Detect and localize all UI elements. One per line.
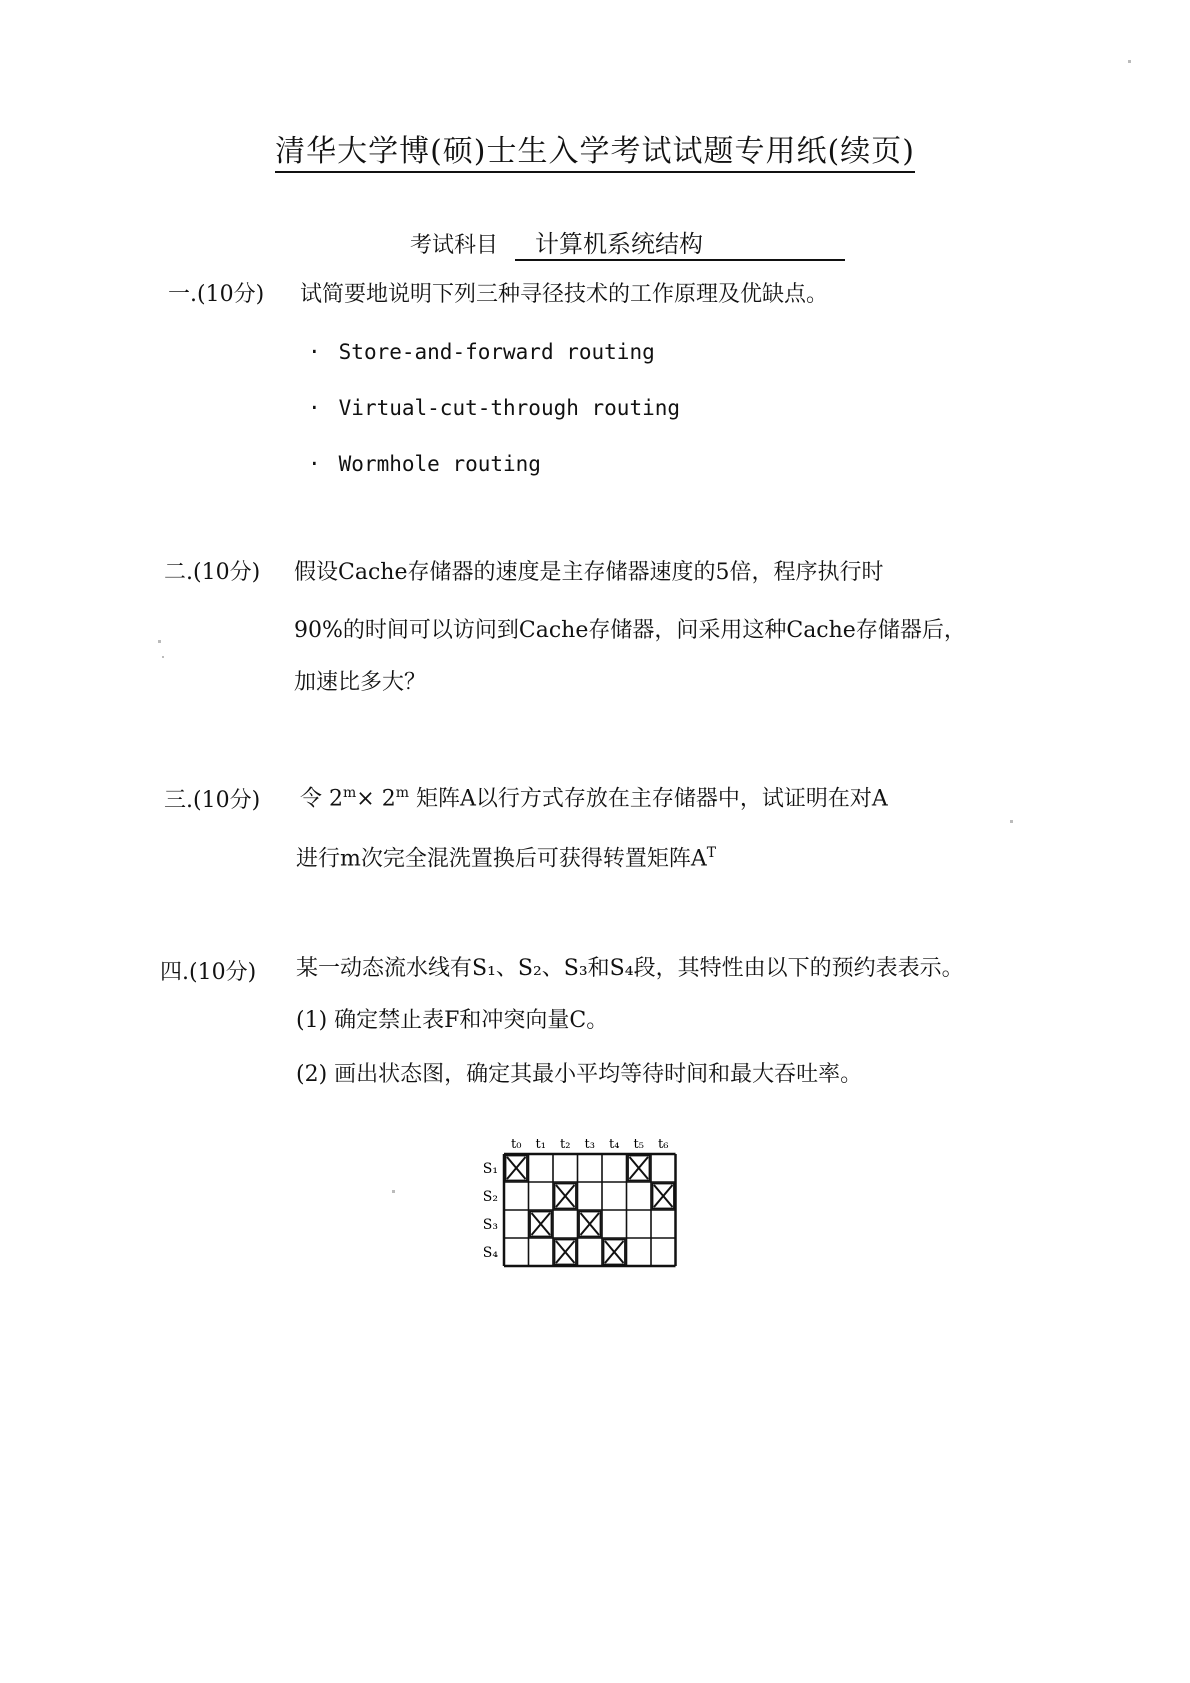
- question-4-line-3: (2) 画出状态图，确定其最小平均等待时间和最大吞吐率。: [296, 1062, 863, 1087]
- scan-speck: [158, 640, 161, 643]
- question-3-number: 三.(10分): [164, 788, 261, 813]
- row-header: S₂: [482, 1189, 498, 1205]
- column-header: t₀: [511, 1137, 522, 1152]
- subject-label: 考试科目: [410, 233, 499, 258]
- reservation-table: [470, 1132, 730, 1312]
- question-3-line-1: [300, 786, 888, 810]
- bullet-text: Store-and-forward routing: [338, 340, 655, 364]
- subject-row: [410, 224, 845, 261]
- page-title: [0, 126, 1190, 170]
- column-header: t₃: [584, 1137, 595, 1152]
- question-1-text: 试简要地说明下列三种寻径技术的工作原理及优缺点。: [300, 282, 829, 307]
- question-1-bullet-2: · Virtual-cut-through routing: [308, 396, 681, 420]
- x-mark: [530, 1212, 552, 1237]
- x-mark: [555, 1240, 577, 1265]
- q3-sup-1: m: [343, 785, 357, 801]
- question-1-bullet-3: · Wormhole routing: [308, 452, 541, 476]
- row-header: S₄: [482, 1245, 498, 1261]
- x-mark: [653, 1184, 675, 1209]
- title-text: 清华大学博(硕)士生入学考试试题专用纸(续页): [275, 134, 915, 173]
- column-header: t₁: [535, 1137, 546, 1152]
- bullet-text: Wormhole routing: [338, 452, 541, 476]
- x-mark: [579, 1212, 601, 1237]
- question-4-line-1: 某一动态流水线有S₁、S₂、S₃和S₄段，其特性由以下的预约表表示。: [296, 956, 964, 981]
- scan-speck: [392, 1190, 395, 1193]
- q3-line2-pre: 进行m次完全混洗置换后可获得转置矩阵A: [296, 846, 707, 872]
- question-2-number: 二.(10分): [164, 560, 261, 585]
- x-mark: [506, 1156, 528, 1181]
- scan-speck: [1128, 60, 1131, 63]
- x-mark: [555, 1184, 577, 1209]
- bullet-text: Virtual-cut-through routing: [338, 396, 681, 420]
- q3-sup-t: T: [706, 845, 717, 861]
- row-header: S₃: [482, 1217, 498, 1233]
- question-4-line-2: (1) 确定禁止表F和冲突向量C。: [296, 1008, 609, 1033]
- question-2-line-2: 90%的时间可以访问到Cache存储器，问采用这种Cache存储器后，: [294, 618, 966, 643]
- q3-sup-2: m: [395, 785, 409, 801]
- q3-line1-mid: × 2: [356, 786, 396, 812]
- x-mark: [628, 1156, 650, 1181]
- question-1-number: 一.(10分): [168, 282, 265, 307]
- column-header: t₆: [658, 1137, 669, 1152]
- row-header: S₁: [482, 1161, 498, 1177]
- question-2-line-1: 假设Cache存储器的速度是主存储器速度的5倍，程序执行时: [294, 560, 884, 585]
- question-1-bullet-1: · Store-and-forward routing: [308, 340, 655, 364]
- column-header: t₅: [633, 1137, 644, 1152]
- x-mark: [604, 1240, 626, 1265]
- column-header: t₂: [560, 1137, 571, 1152]
- question-3-line-2: [296, 846, 716, 870]
- subject-value: 计算机系统结构: [515, 224, 845, 261]
- question-2-line-3: 加速比多大？: [294, 670, 427, 695]
- column-header: t₄: [609, 1137, 620, 1152]
- scan-speck: [162, 656, 164, 658]
- q3-line1-pre: 令 2: [300, 786, 343, 812]
- q3-line1-post: 矩阵A以行方式存放在主存储器中，试证明在对A: [409, 786, 888, 812]
- scan-speck: [1010, 820, 1013, 823]
- question-4-number: 四.(10分): [160, 960, 257, 985]
